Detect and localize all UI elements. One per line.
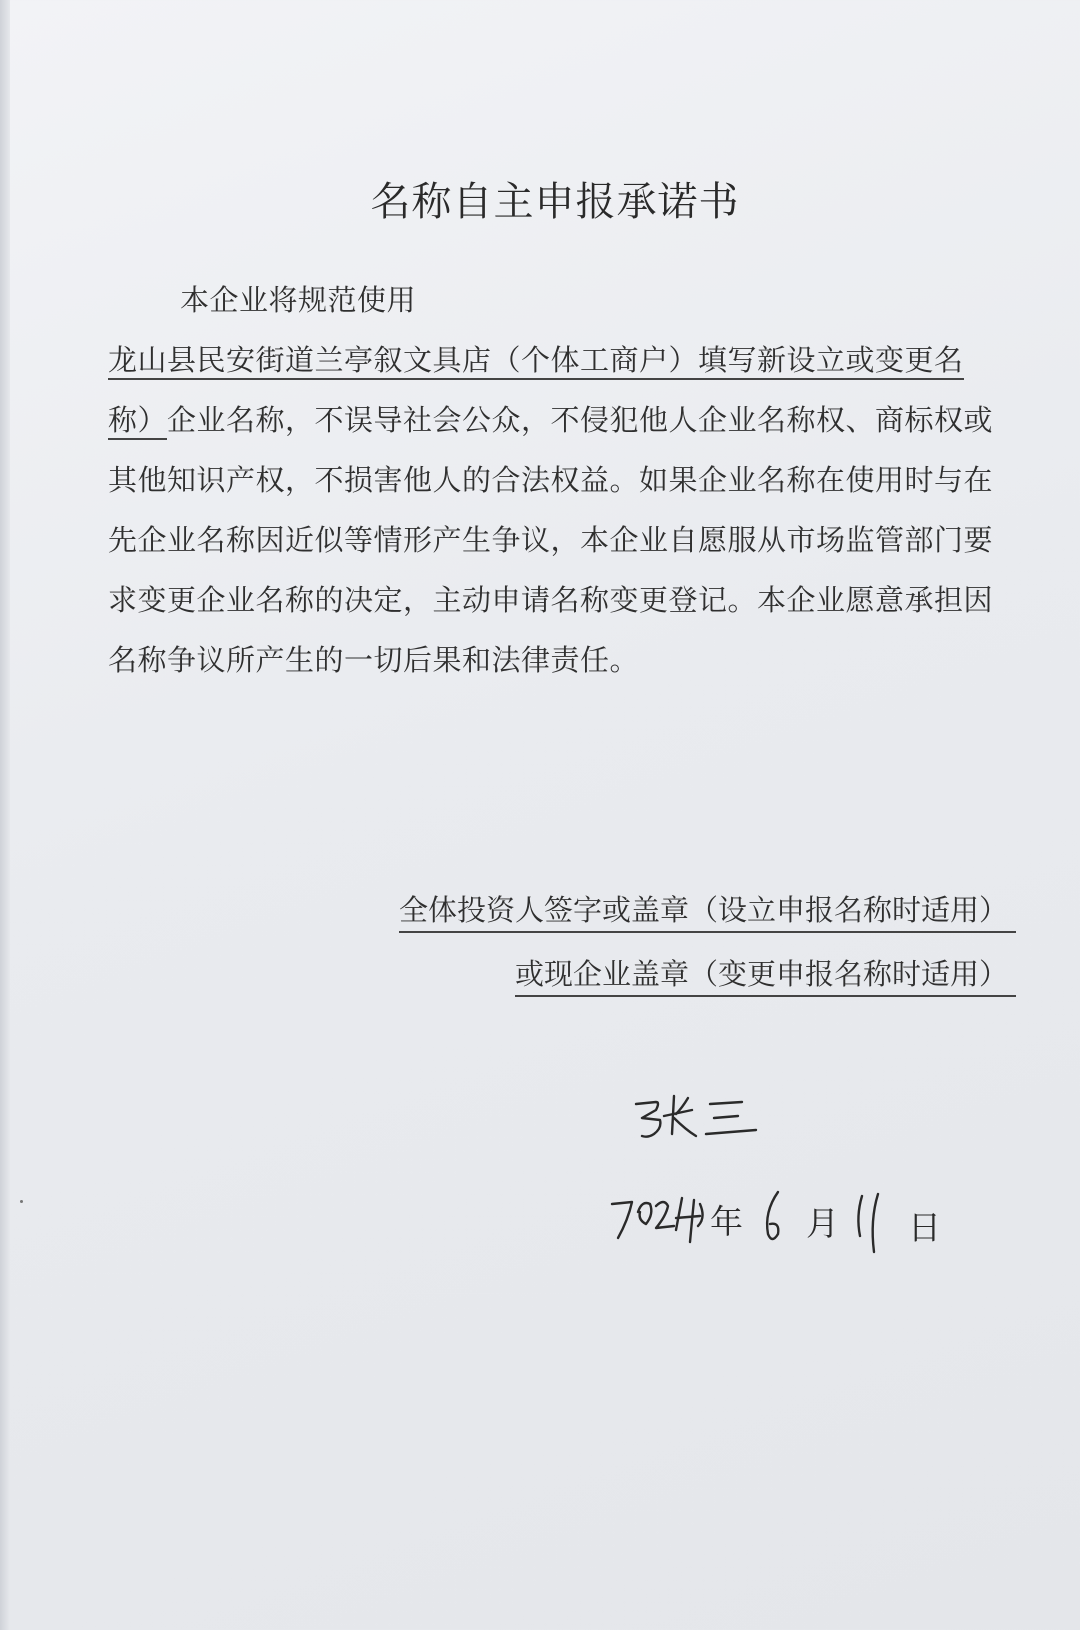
enterprise-name-value: 龙山县民安街道兰亭叙文具店（个体工商户） — [108, 343, 699, 377]
year-label: 年 — [710, 1202, 743, 1241]
handwritten-month — [758, 1190, 788, 1250]
investor-signature-line: 全体投资人签字或盖章（设立申报名称时适用） — [399, 888, 1016, 933]
company-seal-line: 或现企业盖章（变更申报名称时适用） — [515, 952, 1016, 997]
commitment-paragraph — [108, 270, 1008, 690]
page-edge-shadow — [0, 0, 10, 1630]
paper-speck — [20, 1200, 23, 1203]
handwritten-year — [610, 1190, 706, 1250]
handwritten-day — [852, 1190, 888, 1254]
paragraph-opening: 本企业将规范使用 — [180, 283, 417, 317]
paragraph-body: 企业名称，不误导社会公众，不侵犯他人企业名称权、商标权或其他知识产权，不损害他人的合法权益。如果企业名称在使用时与在先企业名称因近似等情形产生争议，本企业自愿服从市场监管部门要求变更企业名称的决定，主动申请名称变更登记。本企业愿意承担因名称争议所产生的一切后果和法律责任。 — [108, 403, 994, 677]
day-label: 日 — [908, 1208, 941, 1247]
document-title: 名称自主申报承诺书 — [370, 179, 740, 225]
fill-note: 填写新设立或变更名称） — [108, 343, 964, 437]
handwritten-signature — [630, 1090, 760, 1150]
month-label: 月 — [806, 1204, 839, 1243]
signing-date — [610, 1190, 1010, 1280]
